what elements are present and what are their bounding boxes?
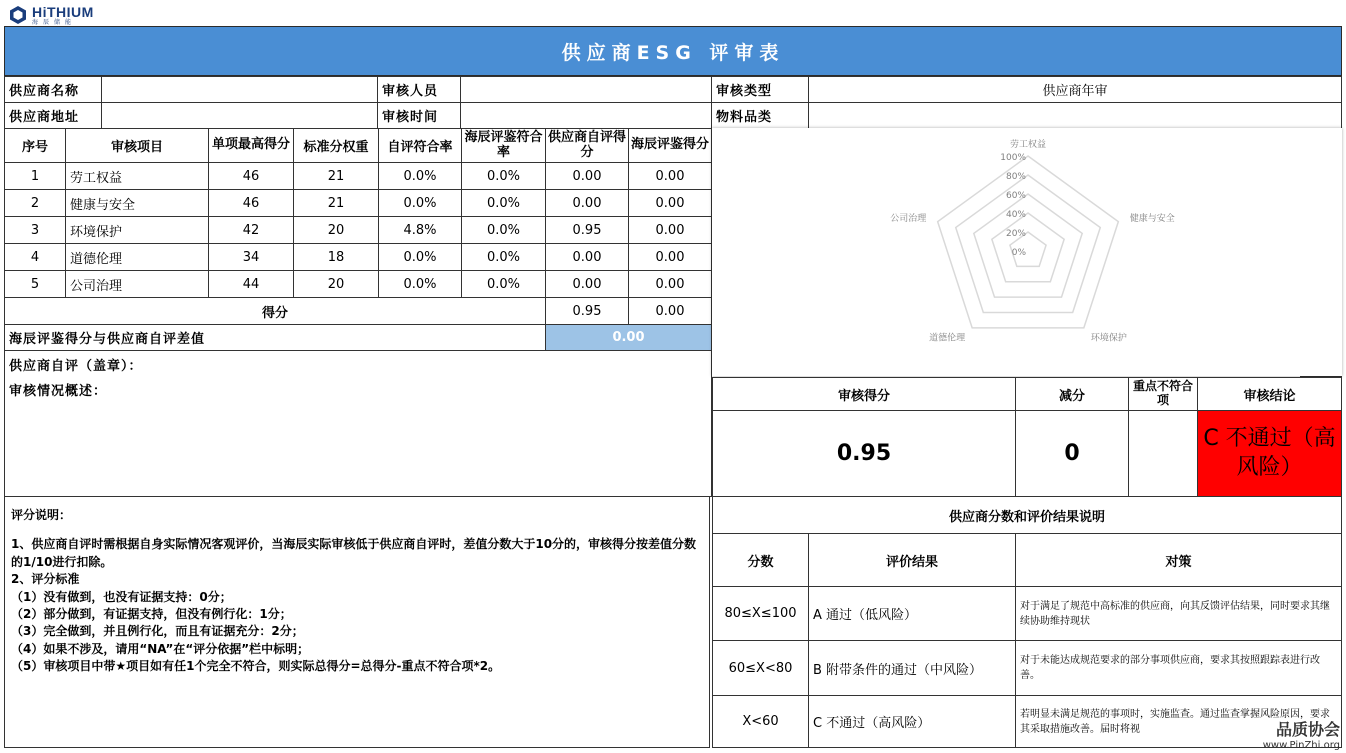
- legend-result: A 通过（低风险）: [808, 586, 1016, 641]
- row-item: 劳工权益: [65, 162, 209, 190]
- row-hithium-rate[interactable]: 0.0%: [461, 270, 546, 298]
- scoring-notes: [4, 496, 710, 748]
- hithium-logo-icon: [8, 5, 28, 25]
- audit-score-header: 审核得分: [712, 377, 1016, 411]
- total-label: 得分: [4, 297, 546, 325]
- page-title: 供应商ESG 评审表: [4, 26, 1342, 76]
- row-self-rate[interactable]: 0.0%: [378, 162, 462, 190]
- summary-label: 审核情况概述：: [9, 384, 108, 399]
- row-weight: 20: [293, 270, 379, 298]
- row-max: 44: [208, 270, 294, 298]
- radar-axis-label: 劳工权益: [1009, 140, 1047, 150]
- notes-heading: 评分说明：: [11, 508, 72, 522]
- legend-result: C 不通过（高风险）: [808, 695, 1016, 748]
- row-hithium-score: 0.00: [628, 189, 712, 217]
- notes-line: 1、供应商自评时需根据自身实际情况客观评价，当海辰实际审核低于供应商自评时，差值分数大于10分的，审核得分按差值分数的1/10进行扣除。: [11, 537, 697, 569]
- row-item: 环境保护: [65, 216, 209, 244]
- radar-tick-label: 20%: [1005, 229, 1026, 239]
- row-self-score: 0.95: [545, 216, 629, 244]
- col-header-self-score: 供应商自评得分: [545, 128, 629, 163]
- legend-range: 60≤X<80: [712, 640, 809, 696]
- row-max: 42: [208, 216, 294, 244]
- total-self-score: 0.95: [545, 297, 629, 325]
- radar-chart-svg: [712, 128, 1342, 376]
- audit-time-label: 审核时间: [377, 102, 461, 129]
- material-label: 物料品类: [711, 102, 809, 129]
- company-logo: [8, 5, 94, 25]
- row-self-score: 0.00: [545, 243, 629, 271]
- conclusion-value: C 不通过（高风险）: [1197, 410, 1342, 497]
- notes-line: （4）如果不涉及，请用“NA”在“评分依据”栏中标明；: [11, 641, 310, 656]
- row-self-score: 0.00: [545, 270, 629, 298]
- row-self-rate[interactable]: 0.0%: [378, 270, 462, 298]
- legend-header-result: 评价结果: [808, 533, 1016, 587]
- row-index: 2: [4, 189, 66, 217]
- legend-action: 对于满足了规范中高标准的供应商，向其反馈评估结果，同时要求其继续协助维持现状: [1015, 586, 1342, 641]
- row-weight: 21: [293, 162, 379, 190]
- radar-chart: [712, 128, 1342, 376]
- legend-title: 供应商分数和评价结果说明: [712, 496, 1342, 534]
- row-weight: 21: [293, 189, 379, 217]
- total-hithium-score: 0.00: [628, 297, 712, 325]
- diff-label: 海辰评鉴得分与供应商自评差值: [4, 324, 546, 351]
- row-weight: 18: [293, 243, 379, 271]
- radar-axis-label: 健康与安全: [1129, 213, 1175, 224]
- notes-line: （5）审核项目中带★项目如有任1个完全不符合，则实际总得分=总得分-重点不符合项*2。: [11, 659, 501, 674]
- legend-range: X<60: [712, 695, 809, 748]
- notes-line: （3）完全做到，并且例行化，而且有证据充分：2分；: [11, 624, 304, 639]
- self-eval-label: 供应商自评（盖章）：: [9, 359, 143, 374]
- row-index: 4: [4, 243, 66, 271]
- watermark-en: www.PinZhi.org: [1262, 740, 1340, 751]
- notes-line: （1）没有做到，也没有证据支持：0分；: [11, 589, 232, 604]
- key-nc-value: [1128, 410, 1198, 497]
- legend-action: 若明显未满足规范的事项时，实施监查。通过监查掌握风险原因，要求其采取措施改善。届时将视: [1015, 695, 1342, 748]
- logo-brand: HiTHIUM: [32, 3, 94, 20]
- radar-tick-label: 40%: [1005, 210, 1026, 220]
- col-header-index: 序号: [4, 128, 66, 163]
- audit-score-value: 0.95: [712, 410, 1016, 497]
- notes-line: （2）部分做到，有证据支持，但没有例行化：1分；: [11, 606, 292, 621]
- col-header-item: 审核项目: [65, 128, 209, 163]
- auditor-label: 审核人员: [377, 76, 461, 103]
- legend-header-score: 分数: [712, 533, 809, 587]
- row-max: 46: [208, 189, 294, 217]
- row-self-rate[interactable]: 0.0%: [378, 243, 462, 271]
- row-hithium-rate[interactable]: 0.0%: [461, 189, 546, 217]
- radar-grid-ring: [938, 156, 1119, 328]
- radar-axis-label: 环境保护: [1090, 333, 1127, 344]
- legend-header-action: 对策: [1015, 533, 1342, 587]
- col-header-hithium-rate: 海辰评鉴符合率: [461, 128, 546, 163]
- col-header-max-score: 单项最高得分: [208, 128, 294, 163]
- row-hithium-rate[interactable]: 0.0%: [461, 216, 546, 244]
- radar-tick-label: 60%: [1005, 191, 1026, 201]
- legend-action: 对于未能达成规范要求的部分事项供应商，要求其按照跟踪表进行改善。: [1015, 640, 1342, 696]
- conclusion-header: 审核结论: [1197, 377, 1342, 411]
- row-hithium-score: 0.00: [628, 243, 712, 271]
- row-index: 5: [4, 270, 66, 298]
- col-header-self-rate: 自评符合率: [378, 128, 462, 163]
- row-item: 道德伦理: [65, 243, 209, 271]
- diff-value: 0.00: [545, 324, 712, 351]
- row-hithium-rate[interactable]: 0.0%: [461, 162, 546, 190]
- row-max: 46: [208, 162, 294, 190]
- deduction-value: 0: [1015, 410, 1129, 497]
- watermark: [1263, 717, 1340, 751]
- row-hithium-rate[interactable]: 0.0%: [461, 243, 546, 271]
- row-item: 健康与安全: [65, 189, 209, 217]
- row-weight: 20: [293, 216, 379, 244]
- row-item: 公司治理: [65, 270, 209, 298]
- deduction-header: 减分: [1015, 377, 1129, 411]
- audit-time-field[interactable]: [460, 102, 712, 129]
- material-field[interactable]: [808, 102, 1342, 129]
- row-index: 3: [4, 216, 66, 244]
- radar-grid-ring: [992, 213, 1064, 282]
- notes-line: 2、评分标准: [11, 572, 80, 587]
- self-eval-section[interactable]: [4, 350, 712, 497]
- supplier-name-label: 供应商名称: [4, 76, 102, 103]
- audit-type-label: 审核类型: [711, 76, 809, 103]
- radar-axis-label: 公司治理: [890, 213, 927, 224]
- auditor-field[interactable]: [460, 76, 712, 103]
- radar-tick-label: 0%: [1011, 248, 1026, 258]
- row-self-rate[interactable]: 4.8%: [378, 216, 462, 244]
- legend-result: B 附带条件的通过（中风险）: [808, 640, 1016, 696]
- key-nc-header: 重点不符合项: [1128, 377, 1198, 411]
- row-self-score: 0.00: [545, 189, 629, 217]
- watermark-cn: 品质协会: [1275, 720, 1340, 739]
- row-self-rate[interactable]: 0.0%: [378, 189, 462, 217]
- supplier-address-field[interactable]: [101, 102, 378, 129]
- col-header-hithium-score: 海辰评鉴得分: [628, 128, 712, 163]
- row-index: 1: [4, 162, 66, 190]
- row-hithium-score: 0.00: [628, 162, 712, 190]
- radar-tick-label: 80%: [1005, 172, 1026, 182]
- supplier-address-label: 供应商地址: [4, 102, 102, 129]
- radar-axis-label: 道德伦理: [929, 333, 966, 344]
- logo-cn: 海辰储能: [32, 18, 77, 26]
- supplier-name-field[interactable]: [101, 76, 378, 103]
- row-hithium-score: 0.00: [628, 216, 712, 244]
- row-self-score: 0.00: [545, 162, 629, 190]
- radar-tick-label: 100%: [1000, 153, 1026, 163]
- row-hithium-score: 0.00: [628, 270, 712, 298]
- col-header-weight: 标准分权重: [293, 128, 379, 163]
- audit-type-value[interactable]: 供应商年审: [808, 76, 1342, 103]
- legend-range: 80≤X≤100: [712, 586, 809, 641]
- row-max: 34: [208, 243, 294, 271]
